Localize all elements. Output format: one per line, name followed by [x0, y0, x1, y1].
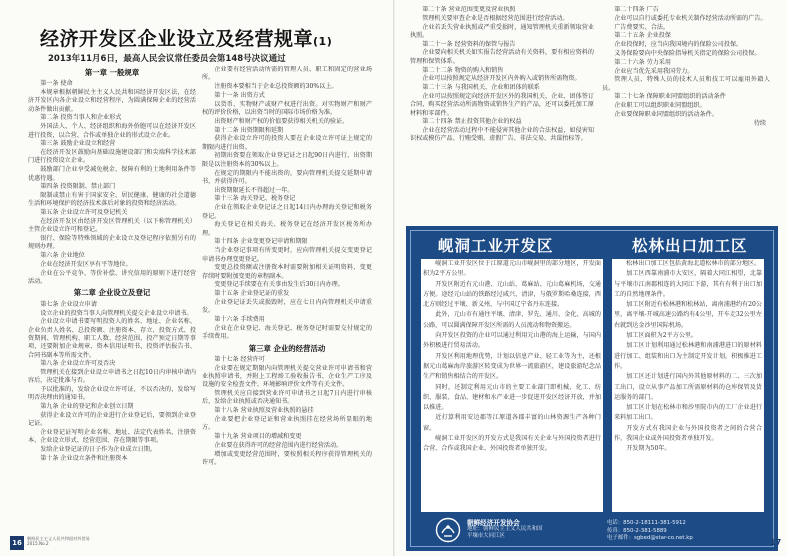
zone-description-paragraph: 开发区附近有元山港、元山站、葛麻站、元山葛麻机场，交通方便。途经元山站的铁路经过咸兴、清津，与俄罗斯哈桑连接，西北方则经过平壤、新义州，与中国辽宁省丹东连接。: [423, 280, 601, 309]
article-paragraph: 企业在经济开发区享有平等地位。: [40, 261, 132, 269]
magazine-issue: 2015.No.2: [27, 541, 49, 547]
article-paragraph: 以货币、实物财产或财产权进行出资。对实物财产和财产权的评价价格，以出资当时的国际市场价格为准。: [202, 100, 372, 116]
continued-note: 待续: [753, 119, 766, 127]
zone-description-paragraph: 加工区附近有松林港和松林站，离南浦港约有20公里，离平壤-开城高速公路约有4公里，开车走32公里左右就到达金沙里国际机场。: [614, 301, 762, 329]
article-paragraph: 企业应当优先采用我国劳力。: [614, 67, 694, 75]
article-paragraph: 企业登记证丢失或损毁时，应在七日内向管理机关申请重发。: [202, 299, 372, 315]
article-paragraph: 企业在公平竞争、等价补偿、讲究信用的原则下进行经营活动。: [28, 269, 196, 286]
right-column-1: [410, 6, 594, 226]
zone-description-paragraph: 开发期为50年。: [626, 445, 671, 453]
chapter-heading: 第二章 企业设立及登记: [73, 288, 151, 298]
article-paragraph: 第二十七条 保障职业同盟组织的活动条件: [614, 93, 726, 101]
association-logo-icon: [435, 517, 461, 543]
chapter-heading: 第一章 一般规章: [84, 68, 140, 77]
article-paragraph: 获得企业设立许可的企业进行企业登记后，要领到企业登记证。: [28, 412, 196, 428]
zone-description-paragraph: 加工区还计划进行国内外其他原材料的二、三次加工出口，设立从事产品加工所需原材料的仓库保管及货运服务的部门。: [614, 373, 762, 401]
article-paragraph: 第二十四条 广告: [614, 6, 659, 13]
article-paragraph: 第二十二条 物资的购入和销售: [422, 66, 504, 74]
ad-footer: [421, 516, 764, 544]
article-paragraph: 当企业登记事项有所变更时，应向管理机关提交变更登记申请书办理变更登记。: [202, 247, 372, 263]
zone-description-paragraph: 加工区面积为2平方公里。: [626, 332, 698, 340]
page-gutter: [393, 0, 395, 556]
article-paragraph: 银行、保险等特殊领域的企业设立及登记程序依照另有的规则办理。: [28, 235, 196, 251]
article-paragraph: 企业在企业登记、海关登记、税务登记时需要交付规定的手续费用。: [202, 324, 372, 341]
zone-description-paragraph: 加工区计划利用通过松林港和南浦港进口的原材料进行加工、组装和出口为主制定开发计划，积极推进工作。: [614, 342, 762, 370]
article-paragraph: 注册资本要相当于企业总投资额的30%以上。: [214, 83, 338, 91]
article-paragraph: 出资财产和财产权的价值要获得相关机关的验证。: [214, 117, 349, 125]
zone-description-paragraph: 岘洞工业开发区的开发方式是我国有关企业与外国投资者进行合营、合作或我国企业、外国投资者单独开发。: [423, 435, 601, 453]
article-title-number: (1): [313, 35, 333, 48]
address-line-2: 平壤市大同江区: [467, 533, 505, 539]
article-paragraph: 第一条 使命: [40, 80, 73, 88]
article-paragraph: 企业在经营活动过程中不能侵害其他企业的合法权益，如侵害知识权或模仿产品、行贿受贿、虚假广告、非法交易、共谋抬标等。: [410, 127, 594, 143]
article-subtitle: 2013年11月6日，最高人民会议常任委员会第148号决议通过: [48, 54, 286, 64]
left-page-number: 16: [10, 536, 24, 550]
article-paragraph: 海关登记在相关海关、税务登记在经济开发区税务所办理。: [202, 221, 372, 237]
zone-description-paragraph: 近打算利用安边郡等江原道各郡丰富的山林资源生产各种门窗。: [423, 414, 601, 432]
article-paragraph: 第十九条 营业项目的增减和变更: [214, 432, 302, 440]
article-paragraph: 变更总投资额或注册资本时需要附加相关证明资料，变更存续时要附加变更的章程副本。: [202, 264, 372, 280]
chapter-heading: 第三章 企业的经营活动: [248, 343, 326, 353]
article-paragraph: 第十条 企业设立条件和注册资本: [40, 455, 128, 463]
article-paragraph: 设立企业的投资当事人向管理机关提交企业设立申请书。: [40, 309, 193, 317]
article-paragraph: 鼓励部门企业享受减免税金、保障有利的土地利用条件等优惠待遇。: [28, 166, 196, 182]
zone-description-paragraph: 向开发区投资的企业可以通过利用元山港的海上运输，与国内外积极进行贸易活动。: [423, 332, 601, 350]
magazine-name: 朝鲜民主主义人民共和国对外贸易: [27, 536, 90, 541]
article-paragraph: 企业可以按照规定从经济开发区内外购入或销售所需物资。: [422, 75, 581, 83]
article-paragraph: 第二条 投资当事人和企业形式: [40, 114, 122, 122]
article-paragraph: 企业可以按照规定向经济开发区外的我国机关、企业、团体签订合同，购买经营活动所需物资或销售生产的产品，还可以委托加工原材料和零部件。: [410, 92, 594, 117]
article-paragraph: 发给企业登记证的日子作为企业成立日期。: [40, 446, 156, 454]
article-paragraph: 本规章根据朝鲜民主主义人民共和国经济开发区法，在经济开发区內各企业设立和经营程序，为圆满保障企业的经营活动条件做出贡献。: [28, 89, 196, 113]
left-column-2: [202, 66, 372, 536]
zone-description-paragraph: 此外，元山市有通往平壤、清津、罗先、通川、金化、高城的公路，可以圆满保障开发区所需的人员流动和物资搬运。: [423, 311, 601, 329]
article-paragraph: 在规定的期限内不能出资的，要向管理机关提交延期申请书，并获得许可。: [202, 169, 372, 185]
article-paragraph: 第十八条 营业执照及营业执照的悬挂: [214, 407, 314, 415]
contact-fax: 传真：850-2-381-5889: [607, 527, 667, 534]
article-paragraph: 第九条 企业的登记和企业创立日期: [40, 403, 134, 411]
address-line-1: 地址：朝鲜民主主义人民共和国: [467, 526, 543, 532]
article-paragraph: 义务保险要向中央保险指导机关指定的保险公司投保。: [614, 49, 761, 57]
article-title: [40, 24, 380, 51]
article-paragraph: 管理人员、特殊人员的技术人员和技工可以雇用外籍人员。: [602, 76, 770, 92]
article-paragraph: 第二十六条 劳力采用: [614, 58, 671, 66]
article-paragraph: 第二十四条 禁止投资其他企业的权益: [422, 118, 522, 126]
article-paragraph: 第六条 企业地位: [40, 252, 85, 260]
article-paragraph: 企业要向相关机关如实报告经营活动有关资料，要有相应资料的管理和保管体系。: [410, 49, 594, 65]
article-paragraph: 变更登记手续要在有关事由发生后30日内办理。: [214, 281, 344, 289]
association-name: 朝鲜经济开发协会: [467, 519, 520, 527]
article-paragraph: 第十七条 经营许可: [214, 355, 265, 363]
article-paragraph: 增加或变更经营范围时，要按照相关程序获得管理机关的许可。: [202, 450, 372, 466]
zone-description-paragraph: 开发方式有我国企业与外国投资者之间的合营合作，我国企业或外国投资者单独开发。: [614, 424, 762, 443]
article-paragraph: 第十六条 手续费用: [214, 316, 265, 324]
article-paragraph: 企业在领取企业登记证之日起14日内办理海关登记和税务登记。: [202, 204, 372, 220]
hyondong-heading: 岘洞工业开发区: [438, 237, 554, 255]
association-contacts: [607, 520, 693, 543]
article-paragraph: 第二十五条 企业投保: [614, 32, 671, 40]
zone-description-paragraph: 松林出口加工区包括黄海北道松林市的部分地区。: [626, 260, 761, 267]
article-paragraph: 第十四条 企业变更登记申请和期限: [214, 238, 308, 246]
songrim-heading: 松林出口加工区: [632, 237, 748, 255]
contact-email: 电子邮件：sgbed@star-co.net.kp: [607, 535, 693, 542]
article-paragraph: 在经济开发区鼓励向基础设施建设部门和尖端科学技术部门进行投资设立企业。: [28, 149, 196, 165]
article-paragraph: 企业要在获得许可的经营范围内进行经营活动。: [214, 441, 343, 449]
zone-description-paragraph: 同时，还制定利用元山市的主要工业部门即机械、化工、纺织、服装、食品、建材和水产业进一步促进开发区经济开放，并加以推进。: [423, 383, 601, 412]
zone-description-paragraph: 加工区计划在松林市和沙里院市内的工厂企业进行来料加工出口。: [614, 404, 762, 422]
article-paragraph: 企业职工可以组织职业同盟组织。: [614, 102, 706, 110]
songrim-panel: [612, 259, 764, 512]
article-paragraph: 企业要在规定期限内向管理机关提交营业许可申请书和营业执照申请书，并附上工程竣工验收报告书、企业生产工序及设施的安全检查文件、环境影响评价文件等有关文件。: [202, 364, 372, 389]
article-paragraph: 企业要保障职业同盟组织的活动条件。: [614, 111, 718, 119]
article-paragraph: 第二十三条 与我国机关、企业和团体的联系: [422, 84, 540, 92]
right-column-2: [602, 6, 770, 226]
article-paragraph: 第七条 企业设立申请: [40, 300, 97, 308]
article-paragraph: 初期出资要在领取企业登记证之日起90日内进行，出资期限是以注册资本的30%以上。: [202, 152, 372, 168]
article-paragraph: 出资期限延长不得超过一年。: [214, 186, 294, 194]
article-paragraph: 广告费要实、合法。: [614, 23, 670, 31]
article-title-text: 经济开发区企业设立及经营规章: [40, 28, 314, 50]
article-paragraph: 获得企业设立许可的投资人要在企业设立许可证上规定的期限内进行出资。: [202, 135, 372, 151]
association-address: [467, 526, 542, 540]
article-paragraph: 企业设立申请书要写明投资人的姓名、地址、企业名称、企业负责人姓名、总投资额、注册资本、存立、投资方式、投资期间、管理机构、职工人数、经营范围、投产预定日期等事项，还要附加企业规章、资本信用证明书、投资评估报告书、合同书副本等所需文件。: [28, 318, 196, 359]
article-paragraph: 第三条 鼓励企业设立和经营: [40, 140, 116, 148]
zone-advertisement: [406, 226, 778, 551]
article-paragraph: 管理机关应自接到营业许可申请书之日起7日内进行审核后，发给企业执照或否决通知书。: [202, 389, 372, 406]
article-paragraph: 第十五条 企业登记证的重发: [214, 290, 290, 298]
article-paragraph: 第十三条 海关登记、税务登记: [214, 195, 296, 203]
article-paragraph: 第五条 企业设立许可及登记机关: [40, 209, 128, 217]
left-column-1: [28, 66, 196, 536]
contact-phone: 电话：850-2-18111-381-5912: [607, 520, 686, 526]
article-paragraph: 外国法人、个人、经济组织和海外侨胞可以在经济开发区进行投资，以合营、合作或单独企业的形式设立企业。: [28, 123, 196, 139]
zone-description-paragraph: 加工区西靠南浦市大安区，隔着大同江相望，北靠与平壤市江南郡相连的大同江下游，其有有利于出口加工的自然地理条件。: [614, 270, 762, 298]
right-page-number: 17: [770, 538, 782, 547]
article-paragraph: 限制或禁止有害于国家安全、居民健康、健康的社会道德生活和环境保护的经济技术落后对象的投资和经济活动。: [28, 192, 196, 208]
article-paragraph: 第二十一条 经营资料的保管与报告: [422, 40, 516, 48]
article-paragraph: 管理机关在接到企业设立申请书之日起10日内审核申请内容后，决定批准与否。: [28, 369, 196, 385]
left-page-footer: [10, 536, 170, 552]
article-paragraph: 第二十条 营业范围变更及营业执照: [422, 6, 516, 13]
article-paragraph: 第十一条 出资方式: [214, 91, 265, 99]
article-paragraph: 第四条 投资限制、禁止部门: [40, 183, 116, 191]
article-paragraph: 企业登记证写明企业名称、地址、法定代表姓名、注册资本、企业设立形式、经营范围、存在期限等事项。: [28, 429, 196, 445]
zone-description-paragraph: 岘洞工业开发区位于江原道元山市岘洞里的部分地区，开发面积为2平方公里。: [423, 260, 601, 278]
article-paragraph: 企业可以自行或委托专业机关制作经营活动所需的广告。: [614, 14, 767, 22]
article-paragraph: 管理机关要审查企业是否根据经营范围进行经营活动。: [422, 14, 569, 22]
article-paragraph: 第八条 企业设立许可及否决: [40, 360, 116, 368]
article-paragraph: 在经济开发区由经济开发区管理机关（以下称管理机关）主管企业设立许可和登记。: [28, 218, 196, 234]
article-paragraph: 予以批准的，发给企业设立许可证，不以否决的，发给写明否决理由的通知书。: [28, 386, 196, 402]
hyondong-panel: [421, 259, 603, 512]
article-paragraph: 企业要把企业登记证和营业执照挂在经营场所显眼的地方。: [202, 415, 372, 432]
zone-description-paragraph: 开发区利用地理优势，计划以信息产业、轻工业等为主，还根据元山葛麻海岸旅游区转变成为世界一流旅游区，建设旅游纪念品生产和销售相结合的开发区。: [423, 352, 601, 381]
article-paragraph: 企业投保时，应当向我国境内的保险公司投保。: [614, 41, 743, 49]
magazine-info: [27, 536, 90, 546]
article-paragraph: 企业要有经营活动所需的管理人员、职工和固定的营业场所。: [202, 66, 372, 82]
article-paragraph: 企业若丢失营业执照或严重受损时，通知管理机关重新领取营业执照。: [410, 23, 594, 39]
article-paragraph: 第十二条 出资期限和延期: [214, 126, 284, 134]
